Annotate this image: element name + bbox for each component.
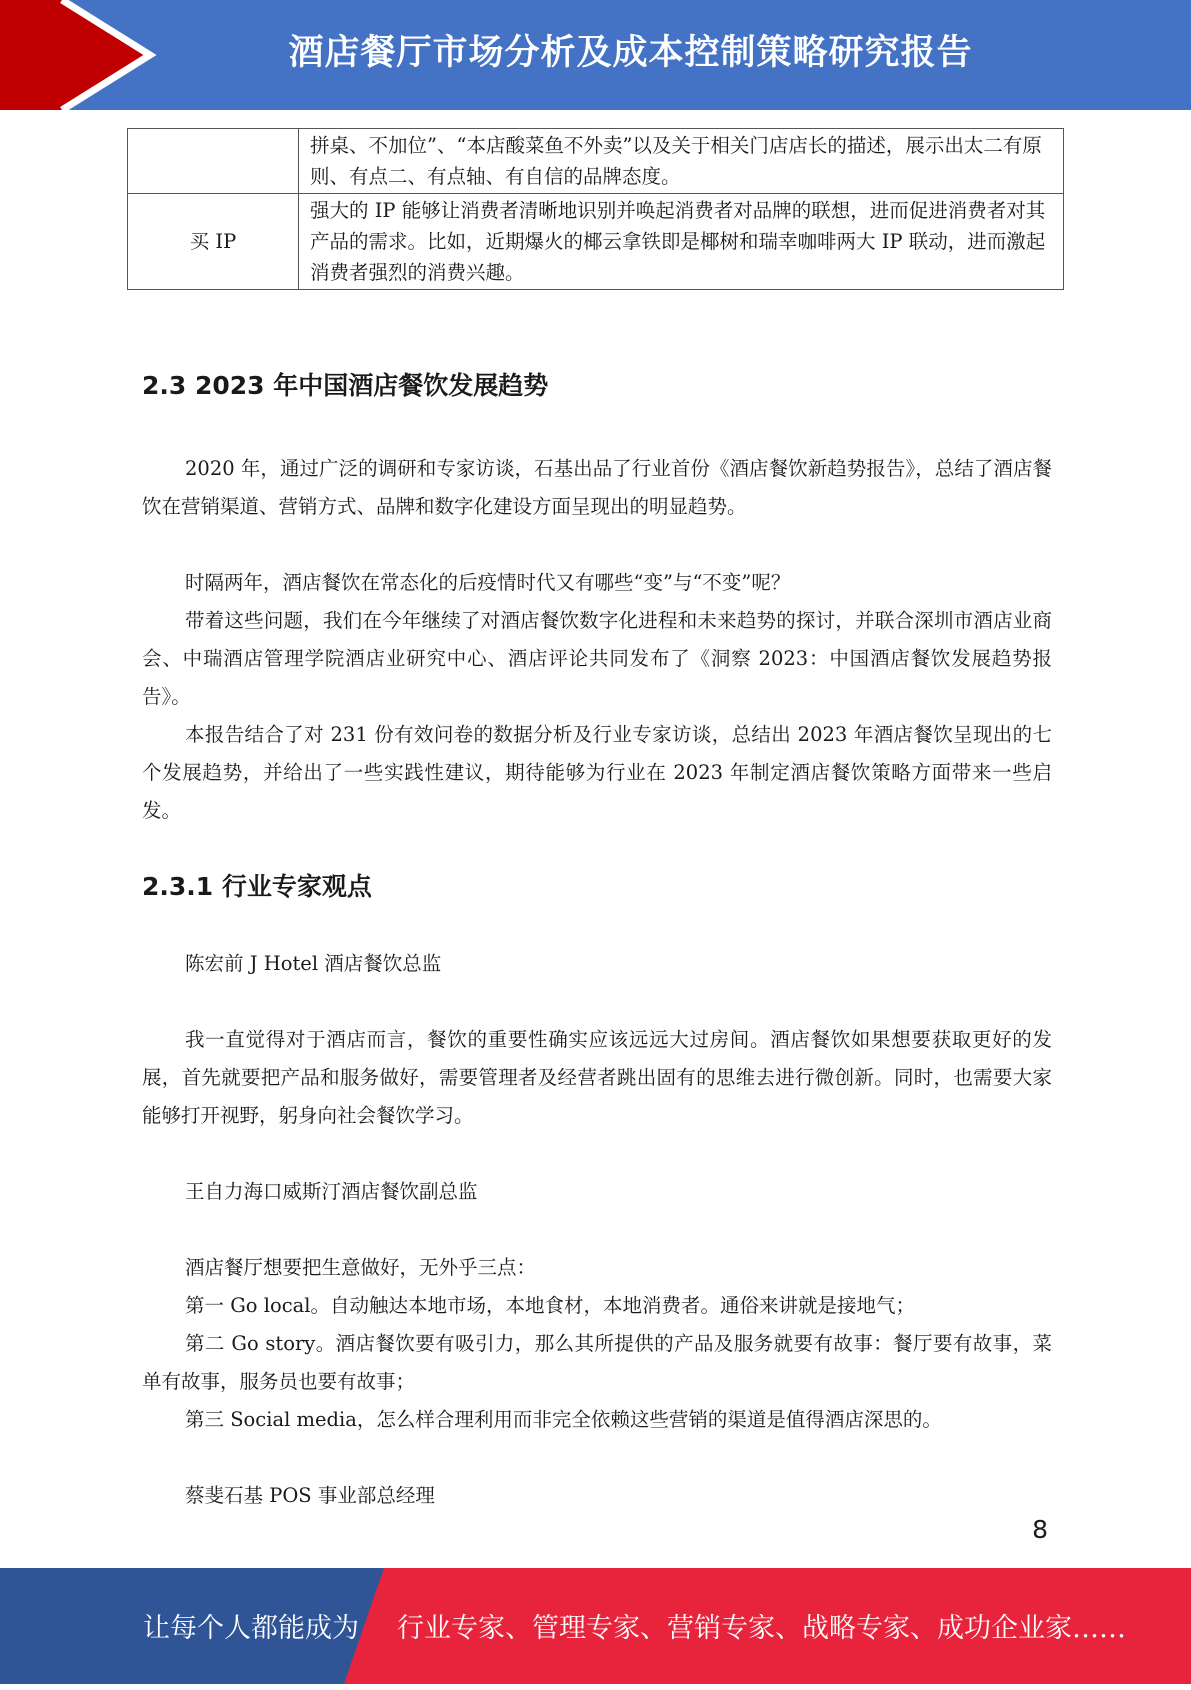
subsection-heading: 2.3.1 行业专家观点 <box>142 872 372 901</box>
footer-slogan: 让每个人都能成为 <box>143 1613 359 1644</box>
expert-point: 第二 Go story。酒店餐饮要有吸引力，那么其所提供的产品及服务就要有故事：餐厅要有故事，菜单有故事，服务员也要有故事； <box>142 1332 1052 1393</box>
section-heading: 2.3 2023 年中国酒店餐饮发展趋势 <box>142 371 549 400</box>
page-footer <box>0 1568 1191 1684</box>
expert-name: 陈宏前 J Hotel 酒店餐饮总监 <box>185 952 442 975</box>
table-row <box>128 129 1064 194</box>
table-cell-text: 强大的 IP 能够让消费者清晰地识别并唤起消费者对品牌的联想，进而促进消费者对其产品的需求。比如，近期爆火的椰云拿铁即是椰树和瑞幸咖啡两大 IP 联动，进而激起消费者强烈的消费兴趣。 <box>299 194 1064 290</box>
table-cell-label: 买 IP <box>128 194 299 290</box>
table-cell-text: 拼桌、不加位”、“本店酸菜鱼不外卖”以及关于相关门店店长的描述，展示出太二有原则、有点二、有点轴、有自信的品牌态度。 <box>299 129 1064 194</box>
expert-quote: 酒店餐厅想要把生意做好，无外乎三点： <box>185 1256 537 1279</box>
expert-name: 蔡斐石基 POS 事业部总经理 <box>185 1484 435 1507</box>
table-row <box>128 194 1064 290</box>
paragraph: 本报告结合了对 231 份有效问卷的数据分析及行业专家访谈，总结出 2023 年酒店餐饮呈现出的七个发展趋势，并给出了一些实践性建议，期待能够为行业在 2023 年制定酒店餐饮策略方面带来一些启发。 <box>142 723 1052 822</box>
paragraph: 时隔两年，酒店餐饮在常态化的后疫情时代又有哪些“变”与“不变”呢？ <box>185 571 791 594</box>
continuation-table <box>127 128 1064 290</box>
paragraph: 2020 年，通过广泛的调研和专家访谈，石基出品了行业首份《酒店餐饮新趋势报告》，总结了酒店餐饮在营销渠道、营销方式、品牌和数字化建设方面呈现出的明显趋势。 <box>142 457 1052 518</box>
table-cell-label <box>128 129 299 194</box>
expert-quote: 我一直觉得对于酒店而言，餐饮的重要性确实应该远远大过房间。酒店餐饮如果想要获取更好的发展，首先就要把产品和服务做好，需要管理者及经营者跳出固有的思维去进行微创新。同时，也需要大家能够打开视野，躬身向社会餐饮学习。 <box>142 1028 1052 1127</box>
header-arrow-decoration <box>0 0 160 110</box>
paragraph: 带着这些问题，我们在今年继续了对酒店餐饮数字化进程和未来趋势的探讨，并联合深圳市酒店业商会、中瑞酒店管理学院酒店业研究中心、酒店评论共同发布了《洞察 2023：中国酒店餐饮发展趋势报告》。 <box>142 609 1052 708</box>
page-number: 8 <box>1032 1515 1048 1544</box>
expert-point: 第三 Social media，怎么样合理利用而非完全依赖这些营销的渠道是值得酒店深思的。 <box>185 1408 942 1431</box>
footer-roles: 行业专家、管理专家、营销专家、战略专家、成功企业家…… <box>397 1613 1126 1644</box>
report-title: 酒店餐厅市场分析及成本控制策略研究报告 <box>288 33 973 73</box>
expert-name: 王自力海口威斯汀酒店餐饮副总监 <box>185 1180 478 1203</box>
page-header <box>0 0 1191 110</box>
expert-point: 第一 Go local。自动触达本地市场，本地食材，本地消费者。通俗来讲就是接地气； <box>185 1294 915 1317</box>
